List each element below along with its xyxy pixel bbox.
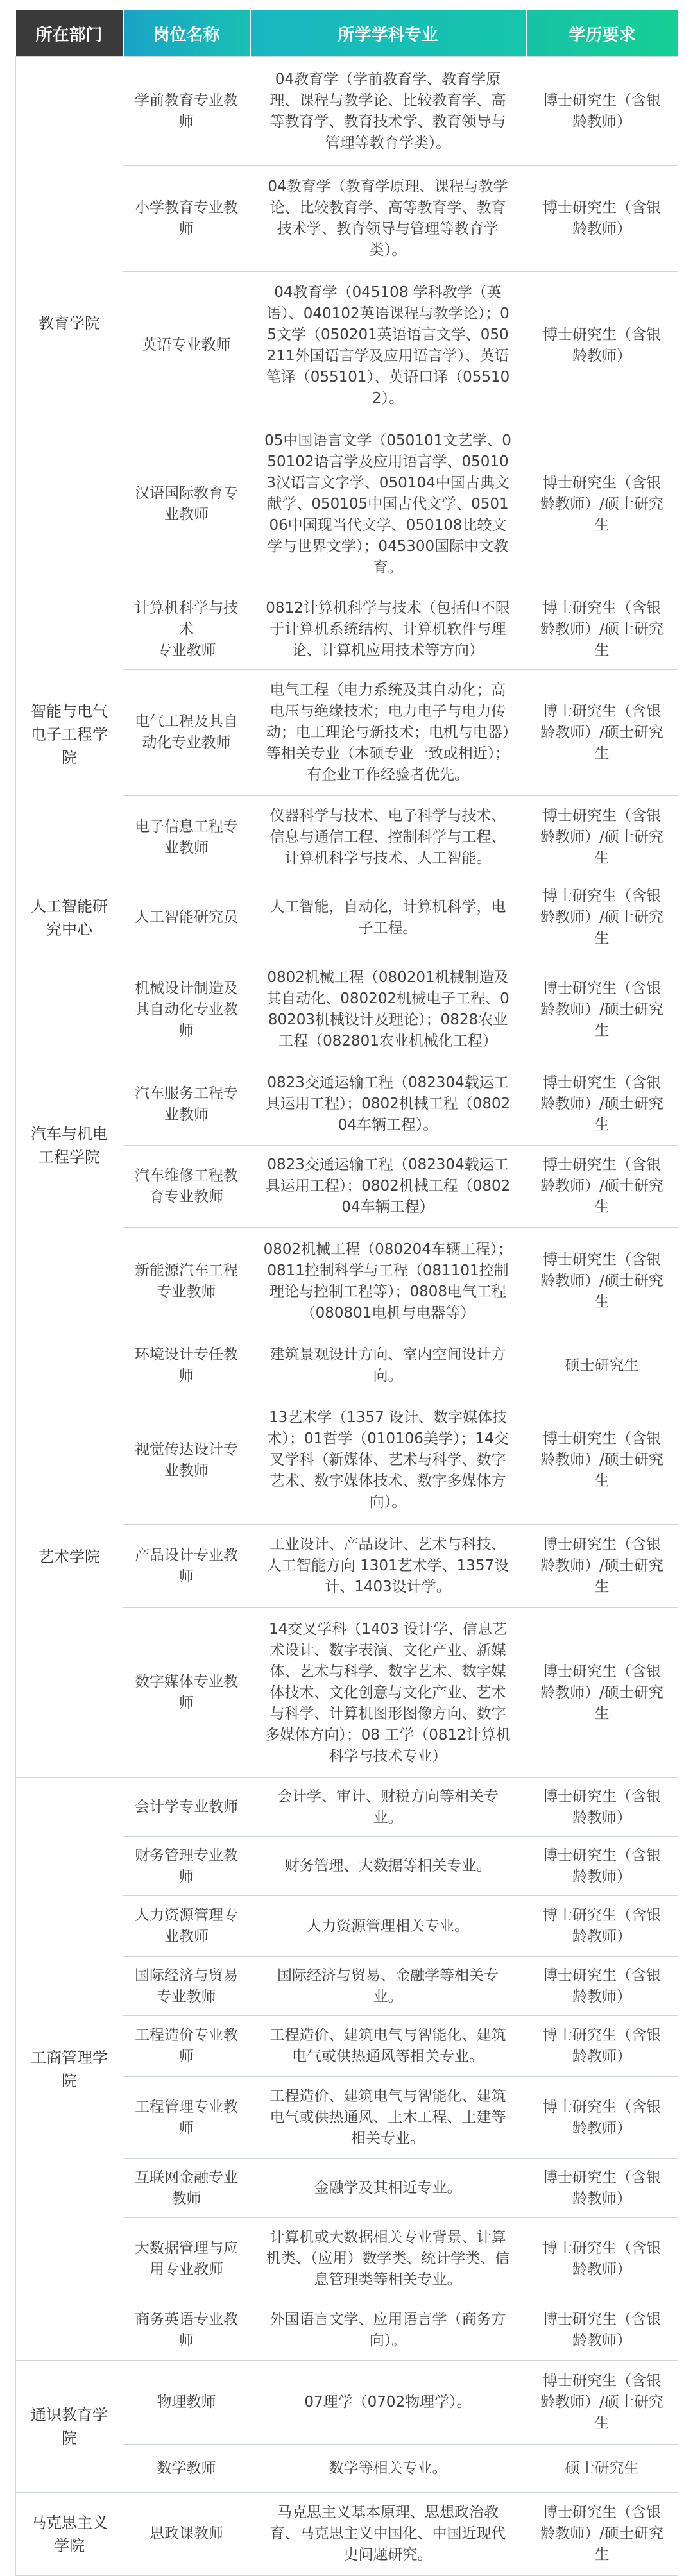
header-education: 学历要求 bbox=[526, 10, 678, 57]
position-cell: 视觉传达设计专业教师 bbox=[123, 1396, 250, 1525]
position-cell: 工程造价专业教师 bbox=[123, 2016, 250, 2077]
major-cell: 马克思主义基本原理、思想政治教育、马克思主义中国化、中国近现代史问题研究。 bbox=[250, 2493, 526, 2576]
position-cell: 汉语国际教育专业教师 bbox=[123, 419, 250, 589]
education-cell: 博士研究生（含银龄教师）/硕士研究生 bbox=[526, 1228, 678, 1335]
dept-cell: 智能与电气电子工程学院 bbox=[16, 589, 123, 879]
education-cell: 博士研究生（含银龄教师） bbox=[526, 2016, 678, 2077]
major-cell: 13艺术学（1357 设计、数字媒体技术）；01哲学（010106美学）；14交叉学科（新媒体、艺术与科学、数字艺术、数字媒体技术、数字多媒体方向）。 bbox=[250, 1396, 526, 1525]
major-cell: 金融学及其相近专业。 bbox=[250, 2159, 526, 2218]
position-cell: 数学教师 bbox=[123, 2445, 250, 2493]
dept-cell: 教育学院 bbox=[16, 57, 123, 589]
education-cell: 博士研究生（含银龄教师） bbox=[526, 1837, 678, 1896]
major-cell: 人力资源管理相关专业。 bbox=[250, 1896, 526, 1957]
major-cell: 会计学、审计、财税方向等相关专业。 bbox=[250, 1778, 526, 1837]
major-cell: 0802机械工程（080204车辆工程）；0811控制科学与工程（081101控制理论与控制工程等）；0808电气工程（080801电机与电器等） bbox=[250, 1228, 526, 1335]
table-row bbox=[16, 2361, 678, 2445]
position-cell: 英语专业教师 bbox=[123, 272, 250, 419]
table-row bbox=[16, 2493, 678, 2576]
major-cell: 国际经济与贸易、金融学等相关专业。 bbox=[250, 1957, 526, 2016]
position-cell: 汽车服务工程专业教师 bbox=[123, 1063, 250, 1146]
position-cell: 学前教育专业教师 bbox=[123, 57, 250, 166]
header-major: 所学学科专业 bbox=[250, 10, 526, 57]
education-cell: 博士研究生（含银龄教师） bbox=[526, 1957, 678, 2016]
major-cell: 财务管理、大数据等相关专业。 bbox=[250, 1837, 526, 1896]
header-position: 岗位名称 bbox=[123, 10, 250, 57]
education-cell: 博士研究生（含银龄教师）/硕士研究生 bbox=[526, 419, 678, 589]
table-row bbox=[16, 57, 678, 166]
recruitment-table-container bbox=[15, 10, 678, 2576]
education-cell: 博士研究生（含银龄教师）/硕士研究生 bbox=[526, 2493, 678, 2576]
education-cell: 硕士研究生 bbox=[526, 1335, 678, 1396]
major-cell: 人工智能，自动化，计算机科学，电子工程。 bbox=[250, 879, 526, 956]
major-cell: 仪器科学与技术、电子科学与技术、信息与通信工程、控制科学与工程、计算机科学与技术、人工智能。 bbox=[250, 796, 526, 879]
education-cell: 博士研究生（含银龄教师）/硕士研究生 bbox=[526, 796, 678, 879]
education-cell: 博士研究生（含银龄教师）/硕士研究生 bbox=[526, 1396, 678, 1525]
position-cell: 大数据管理与应用专业教师 bbox=[123, 2218, 250, 2300]
education-cell: 博士研究生（含银龄教师） bbox=[526, 166, 678, 272]
education-cell: 博士研究生（含银龄教师） bbox=[526, 2159, 678, 2218]
major-cell: 0823交通运输工程（082304载运工具运用工程）；0802机械工程（080204车辆工程）。 bbox=[250, 1063, 526, 1146]
position-cell: 机械设计制造及其自动化专业教师 bbox=[123, 956, 250, 1063]
education-cell: 博士研究生（含银龄教师）/硕士研究生 bbox=[526, 879, 678, 956]
table-header-row bbox=[16, 10, 678, 57]
education-cell: 博士研究生（含银龄教师） bbox=[526, 57, 678, 166]
major-cell: 05中国语言文学（050101文艺学、050102语言学及应用语言学、050103汉语言文字学、050104中国古典文献学、050105中国古代文学、050106中国现当代文学、050108比较文学与世界文学）；045300国际中文教育。 bbox=[250, 419, 526, 589]
major-cell: 建筑景观设计方向、室内空间设计方向。 bbox=[250, 1335, 526, 1396]
position-cell: 思政课教师 bbox=[123, 2493, 250, 2576]
table-row bbox=[16, 589, 678, 670]
education-cell: 博士研究生（含银龄教师） bbox=[526, 272, 678, 419]
major-cell: 0802机械工程（080201机械制造及其自动化、080202机械电子工程、080203机械设计及理论）；0828农业工程（082801农业机械化工程） bbox=[250, 956, 526, 1063]
education-cell: 博士研究生（含银龄教师） bbox=[526, 1778, 678, 1837]
position-cell: 互联网金融专业教师 bbox=[123, 2159, 250, 2218]
position-cell: 物理教师 bbox=[123, 2361, 250, 2445]
major-cell: 04教育学（教育学原理、课程与教学论、比较教育学、高等教育学、教育技术学、教育领导与管理等教育学类）。 bbox=[250, 166, 526, 272]
dept-cell: 艺术学院 bbox=[16, 1335, 123, 1778]
position-cell: 数字媒体专业教师 bbox=[123, 1608, 250, 1778]
major-cell: 工程造价、建筑电气与智能化、建筑电气或供热通风等相关专业。 bbox=[250, 2016, 526, 2077]
major-cell: 电气工程（电力系统及其自动化；高电压与绝缘技术；电力电子与电力传动；电工理论与新技术；电机与电器）等相关专业（本硕专业一致或相近）；有企业工作经验者优先。 bbox=[250, 670, 526, 796]
dept-cell: 工商管理学院 bbox=[16, 1778, 123, 2361]
position-cell: 电子信息工程专业教师 bbox=[123, 796, 250, 879]
position-cell: 产品设计专业教师 bbox=[123, 1525, 250, 1608]
position-cell: 国际经济与贸易专业教师 bbox=[123, 1957, 250, 2016]
position-cell: 会计学专业教师 bbox=[123, 1778, 250, 1837]
major-cell: 0812计算机科学与技术（包括但不限于计算机系统结构、计算机软件与理论、计算机应用技术等方向） bbox=[250, 589, 526, 670]
major-cell: 外国语言文学、应用语言学（商务方向）。 bbox=[250, 2300, 526, 2361]
education-cell: 博士研究生（含银龄教师）/硕士研究生 bbox=[526, 956, 678, 1063]
position-cell: 人力资源管理专业教师 bbox=[123, 1896, 250, 1957]
position-cell: 计算机科学与技术 专业教师 bbox=[123, 589, 250, 670]
position-cell: 商务英语专业教师 bbox=[123, 2300, 250, 2361]
major-cell: 工业设计、产品设计、艺术与科技、人工智能方向 1301艺术学、1357设计、1403设计学。 bbox=[250, 1525, 526, 1608]
major-cell: 0823交通运输工程（082304载运工具运用工程）；0802机械工程（080204车辆工程） bbox=[250, 1146, 526, 1228]
education-cell: 博士研究生（含银龄教师）/硕士研究生 bbox=[526, 670, 678, 796]
major-cell: 14交叉学科（1403 设计学、信息艺术设计、数字表演、文化产业、新媒体、艺术与科学、数字艺术、数字媒体技术、文化创意与文化产业、艺术与科学、计算机图形图像方向、数字多媒体方向）；08 工学（0812计算机科学与技术专业） bbox=[250, 1608, 526, 1778]
major-cell: 04教育学（学前教育学、教育学原理、课程与教学论、比较教育学、高等教育学、教育技术学、教育领导与管理等教育学类）。 bbox=[250, 57, 526, 166]
table-row bbox=[16, 1778, 678, 1837]
dept-cell: 马克思主义学院 bbox=[16, 2493, 123, 2576]
education-cell: 博士研究生（含银龄教师）/硕士研究生 bbox=[526, 1608, 678, 1778]
education-cell: 博士研究生（含银龄教师） bbox=[526, 2077, 678, 2159]
dept-cell: 人工智能研究中心 bbox=[16, 879, 123, 956]
position-cell: 工程管理专业教师 bbox=[123, 2077, 250, 2159]
position-cell: 人工智能研究员 bbox=[123, 879, 250, 956]
position-cell: 环境设计专任教师 bbox=[123, 1335, 250, 1396]
education-cell: 博士研究生（含银龄教师） bbox=[526, 1896, 678, 1957]
dept-cell: 汽车与机电工程学院 bbox=[16, 956, 123, 1335]
position-cell: 汽车维修工程教育专业教师 bbox=[123, 1146, 250, 1228]
education-cell: 博士研究生（含银龄教师）/硕士研究生 bbox=[526, 589, 678, 670]
recruitment-table bbox=[15, 10, 678, 2576]
education-cell: 博士研究生（含银龄教师）/硕士研究生 bbox=[526, 1525, 678, 1608]
dept-cell: 通识教育学院 bbox=[16, 2361, 123, 2493]
major-cell: 工程造价、建筑电气与智能化、建筑电气或供热通风、土木工程、土建等相关专业。 bbox=[250, 2077, 526, 2159]
position-cell: 新能源汽车工程专业教师 bbox=[123, 1228, 250, 1335]
position-cell: 财务管理专业教师 bbox=[123, 1837, 250, 1896]
education-cell: 博士研究生（含银龄教师）/硕士研究生 bbox=[526, 1146, 678, 1228]
major-cell: 07理学（0702物理学）。 bbox=[250, 2361, 526, 2445]
table-row bbox=[16, 1335, 678, 1396]
major-cell: 04教育学（045108 学科教学（英语）、040102英语课程与教学论）；05文学（050201英语语言文学、050211外国语言学及应用语言学）、英语笔译（055101）、英语口译（055102）。 bbox=[250, 272, 526, 419]
education-cell: 博士研究生（含银龄教师）/硕士研究生 bbox=[526, 2361, 678, 2445]
education-cell: 博士研究生（含银龄教师） bbox=[526, 2218, 678, 2300]
table-row bbox=[16, 879, 678, 956]
position-cell: 小学教育专业教师 bbox=[123, 166, 250, 272]
major-cell: 计算机或大数据相关专业背景、计算机类、（应用）数学类、统计学类、信息管理类等相关专业。 bbox=[250, 2218, 526, 2300]
education-cell: 硕士研究生 bbox=[526, 2445, 678, 2493]
table-row bbox=[16, 956, 678, 1063]
major-cell: 数学等相关专业。 bbox=[250, 2445, 526, 2493]
education-cell: 博士研究生（含银龄教师） bbox=[526, 2300, 678, 2361]
position-cell: 电气工程及其自动化专业教师 bbox=[123, 670, 250, 796]
header-department: 所在部门 bbox=[16, 10, 123, 57]
education-cell: 博士研究生（含银龄教师）/硕士研究生 bbox=[526, 1063, 678, 1146]
